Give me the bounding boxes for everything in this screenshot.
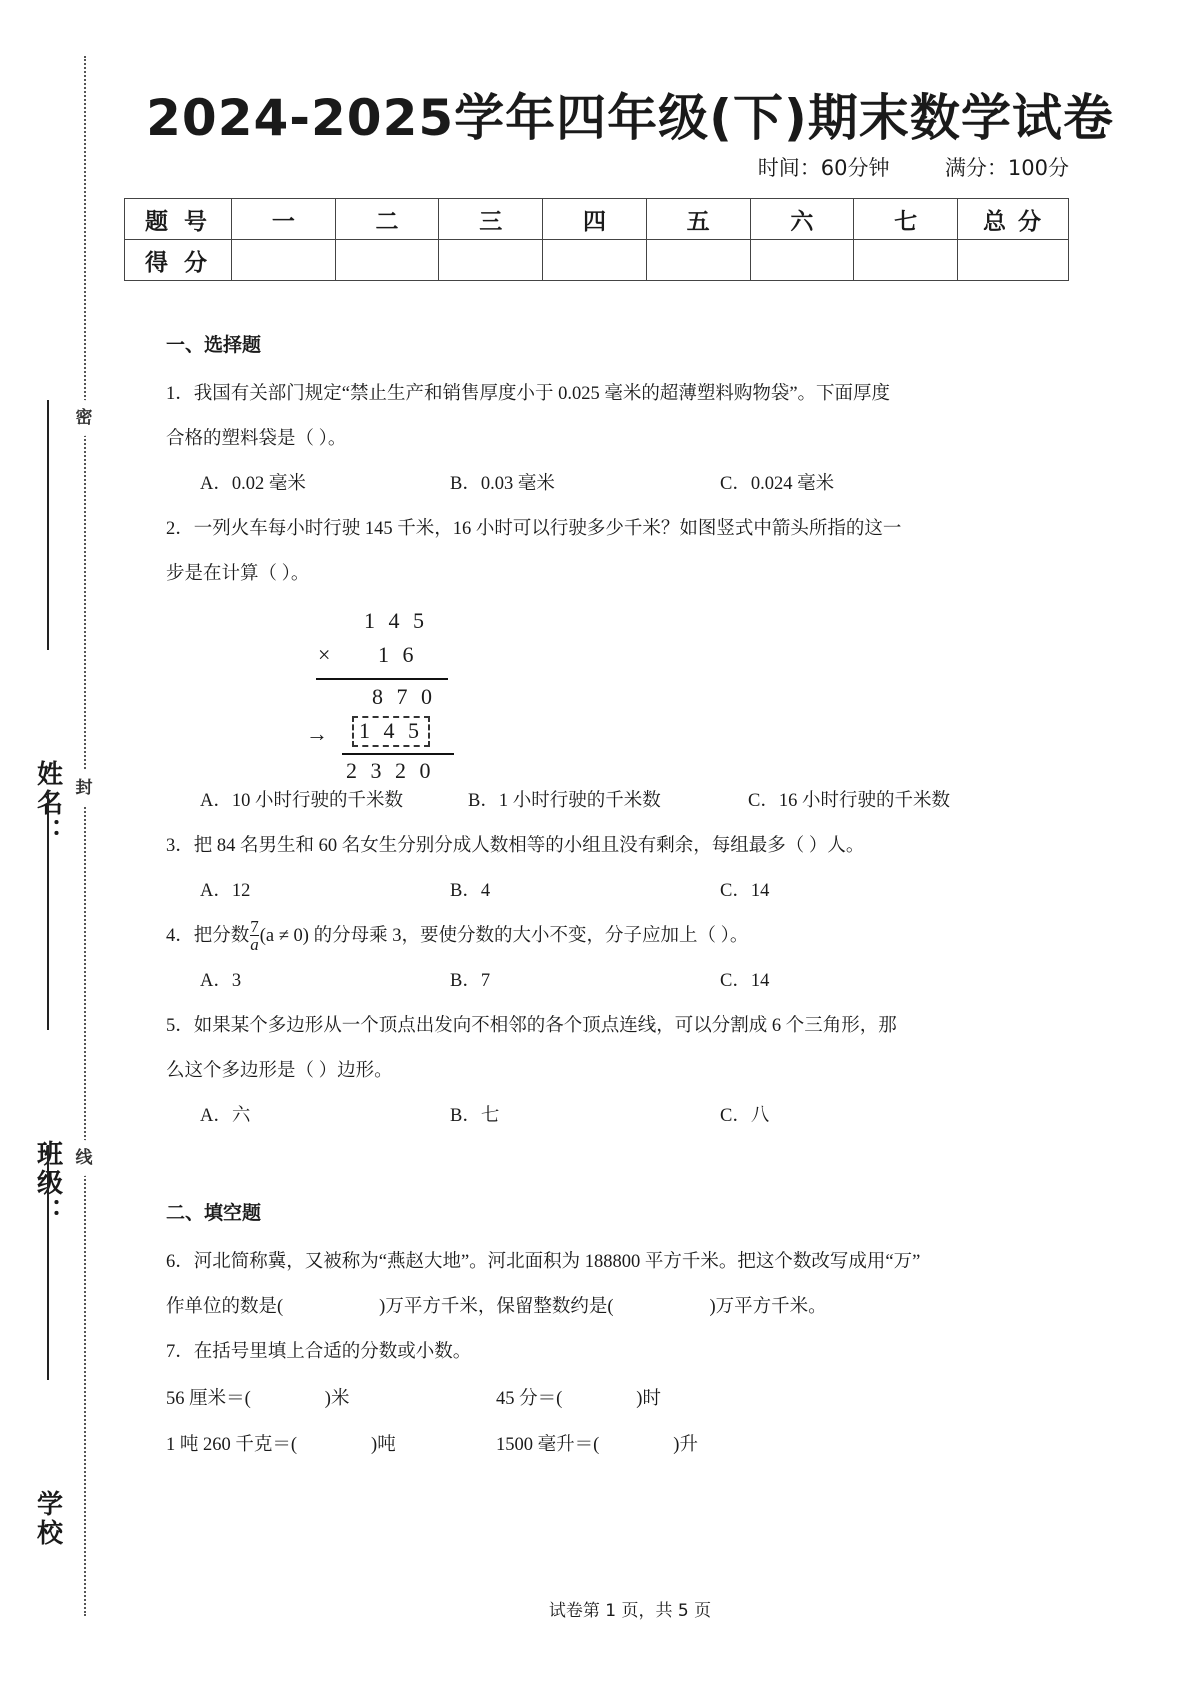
question-4-options: [166, 960, 996, 1003]
field-label-class: 班级：: [32, 1140, 63, 1227]
score-table-label-score: 得 分: [125, 240, 232, 281]
score-cell-total[interactable]: [958, 240, 1069, 281]
question-5-option-b[interactable]: B．七: [450, 1106, 500, 1126]
calc-multiplicand: 1 4 5: [364, 608, 428, 633]
field-student-school: [18, 1490, 78, 1553]
score-table-col-6: 六: [750, 199, 854, 240]
question-1-option-b[interactable]: B．0.03 毫米: [450, 474, 555, 494]
score-table-col-5: 五: [646, 199, 750, 240]
seal-mark-feng: 封: [66, 770, 102, 806]
question-6-line-1: 6．河北简称冀，又被称为“燕赵大地”。河北面积为 188800 平方千米。把这个数改写成用“万”: [166, 1252, 921, 1272]
question-2-line-2: 步是在计算（ ）。: [166, 564, 310, 584]
question-7-item-4-unit: )升: [673, 1435, 698, 1455]
question-2-line-1: 2．一列火车每小时行驶 145 千米，16 小时可以行驶多少千米？如图竖式中箭头所指的这一: [166, 519, 902, 539]
question-4-option-a[interactable]: A．3: [200, 971, 242, 991]
calc-partial-product-1: 8 7 0: [372, 684, 436, 709]
question-4-option-b[interactable]: B．7: [450, 971, 491, 991]
question-7-item-1-unit: )米: [324, 1389, 350, 1409]
exam-meta: [758, 152, 1069, 182]
field-label-school: 学校: [32, 1490, 63, 1548]
exam-page: [130, 0, 1191, 1684]
field-label-name: 姓名：: [32, 760, 63, 847]
question-1-option-a[interactable]: A．0.02 毫米: [200, 474, 306, 494]
question-3-option-b[interactable]: B．4: [450, 881, 491, 901]
question-7-line-1: 7．在括号里填上合适的分数或小数。: [166, 1342, 472, 1362]
question-1-line-2: 合格的塑料袋是（ ）。: [166, 429, 347, 449]
score-table-col-2: 二: [335, 199, 439, 240]
section-heading-fill-blank: 二、填空题: [166, 1202, 262, 1224]
score-table-col-total: 总 分: [958, 199, 1069, 240]
page-footer: 试卷第 1 页，共 5 页: [548, 1601, 712, 1621]
arrow-right-icon: →: [306, 721, 332, 746]
score-table-col-4: 四: [543, 199, 647, 240]
score-table-label-question: 题 号: [125, 199, 232, 240]
seal-mark-xian: 线: [66, 1140, 102, 1176]
calc-multiplier: 1 6: [378, 642, 418, 667]
question-4-suffix: (a ≠ 0) 的分母乘 3，要使分数的大小不变，分子应加上（ ）。: [259, 926, 749, 946]
question-6-line-2: [166, 1286, 996, 1329]
question-2-option-a[interactable]: A．10 小时行驶的千米数: [200, 791, 403, 811]
question-4-option-c[interactable]: C．14: [720, 971, 770, 991]
score-cell-5[interactable]: [646, 240, 750, 281]
question-7-item-4: [496, 1422, 698, 1468]
calc-rule-bottom: [342, 753, 454, 755]
question-1-options: [166, 463, 996, 506]
school-write-rule: [47, 1145, 49, 1380]
question-3-options: [166, 870, 996, 913]
seal-mark-mi: 密: [66, 400, 102, 436]
question-7-item-3-unit: )吨: [371, 1435, 396, 1455]
question-6-part-c: )万平方千米。: [709, 1297, 827, 1317]
question-7-item-2-prefix: 45 分＝(: [496, 1389, 563, 1409]
question-5-options: [166, 1095, 996, 1138]
question-7-row-2: [166, 1422, 996, 1468]
class-write-rule: [47, 790, 49, 1030]
seal-line-column: [0, 0, 130, 1684]
question-7-item-2-unit: )时: [636, 1389, 661, 1409]
question-7-item-1-prefix: 56 厘米＝(: [166, 1389, 251, 1409]
score-cell-6[interactable]: [750, 240, 854, 281]
question-6-part-a: 作单位的数是(: [166, 1297, 284, 1317]
score-cell-4[interactable]: [543, 240, 647, 281]
calc-rule-top: [316, 678, 448, 680]
question-2-option-b[interactable]: B．1 小时行驶的千米数: [468, 791, 661, 811]
section-heading-choice: 一、选择题: [166, 334, 262, 356]
exam-content: [166, 330, 996, 1468]
score-table-row-numbers: [125, 199, 1069, 240]
question-7-item-3-prefix: 1 吨 260 千克＝(: [166, 1435, 298, 1455]
calc-partial-product-2-boxed: 1 4 5: [352, 716, 430, 747]
fraction-seven-over-a: [250, 918, 259, 955]
section-spacer: [166, 1140, 996, 1198]
fraction-denominator: a: [250, 935, 259, 955]
exam-time-label: 时间：60分钟: [757, 156, 890, 180]
score-cell-2[interactable]: [335, 240, 439, 281]
fraction-numerator: 7: [250, 916, 259, 936]
score-table-row-scores: [125, 240, 1069, 281]
score-cell-1[interactable]: [232, 240, 336, 281]
exam-full-score-label: 满分：100分: [944, 156, 1069, 180]
question-5-line-2: 么这个多边形是（ ）边形。: [166, 1061, 393, 1081]
calc-operator-multiply: ×: [318, 642, 335, 667]
question-1-option-c[interactable]: C．0.024 毫米: [720, 474, 835, 494]
question-6-part-b: )万平方千米，保留整数约是(: [379, 1297, 614, 1317]
question-3-option-c[interactable]: C．14: [720, 881, 770, 901]
question-7-row-1: [166, 1376, 996, 1422]
score-table-col-1: 一: [232, 199, 336, 240]
question-5-option-c[interactable]: C．八: [720, 1106, 770, 1126]
question-2-option-c[interactable]: C．16 小时行驶的千米数: [748, 791, 950, 811]
question-7-item-1: [166, 1376, 496, 1422]
question-5-option-a[interactable]: A．六: [200, 1106, 251, 1126]
question-4-prefix: 4．把分数: [166, 926, 250, 946]
question-2-options: [166, 780, 996, 823]
page-title: 2024-2025学年四年级(下)期末数学试卷: [146, 89, 1114, 147]
score-table-col-7: 七: [854, 199, 958, 240]
question-2-vertical-calculation: [166, 606, 996, 783]
score-cell-3[interactable]: [439, 240, 543, 281]
calc-result: 2 3 2 0: [346, 758, 435, 783]
name-write-rule: [47, 400, 49, 650]
score-cell-7[interactable]: [854, 240, 958, 281]
question-3-line-1: 3．把 84 名男生和 60 名女生分别分成人数相等的小组且没有剩余，每组最多（ ）人。: [166, 836, 865, 856]
seal-dotted-line: [84, 56, 86, 1616]
score-table-col-3: 三: [439, 199, 543, 240]
score-table: [124, 198, 1069, 281]
question-7-item-4-prefix: 1500 毫升＝(: [496, 1435, 600, 1455]
question-7-item-2: [496, 1376, 661, 1422]
question-4-line-1: [166, 915, 996, 958]
question-7-item-3: [166, 1422, 496, 1468]
question-5-line-1: 5．如果某个多边形从一个顶点出发向不相邻的各个顶点连线，可以分割成 6 个三角形，那: [166, 1016, 897, 1036]
question-1-line-1: 1．我国有关部门规定“禁止生产和销售厚度小于 0.025 毫米的超薄塑料购物袋”。下面厚度: [166, 384, 891, 404]
question-3-option-a[interactable]: A．12: [200, 881, 251, 901]
